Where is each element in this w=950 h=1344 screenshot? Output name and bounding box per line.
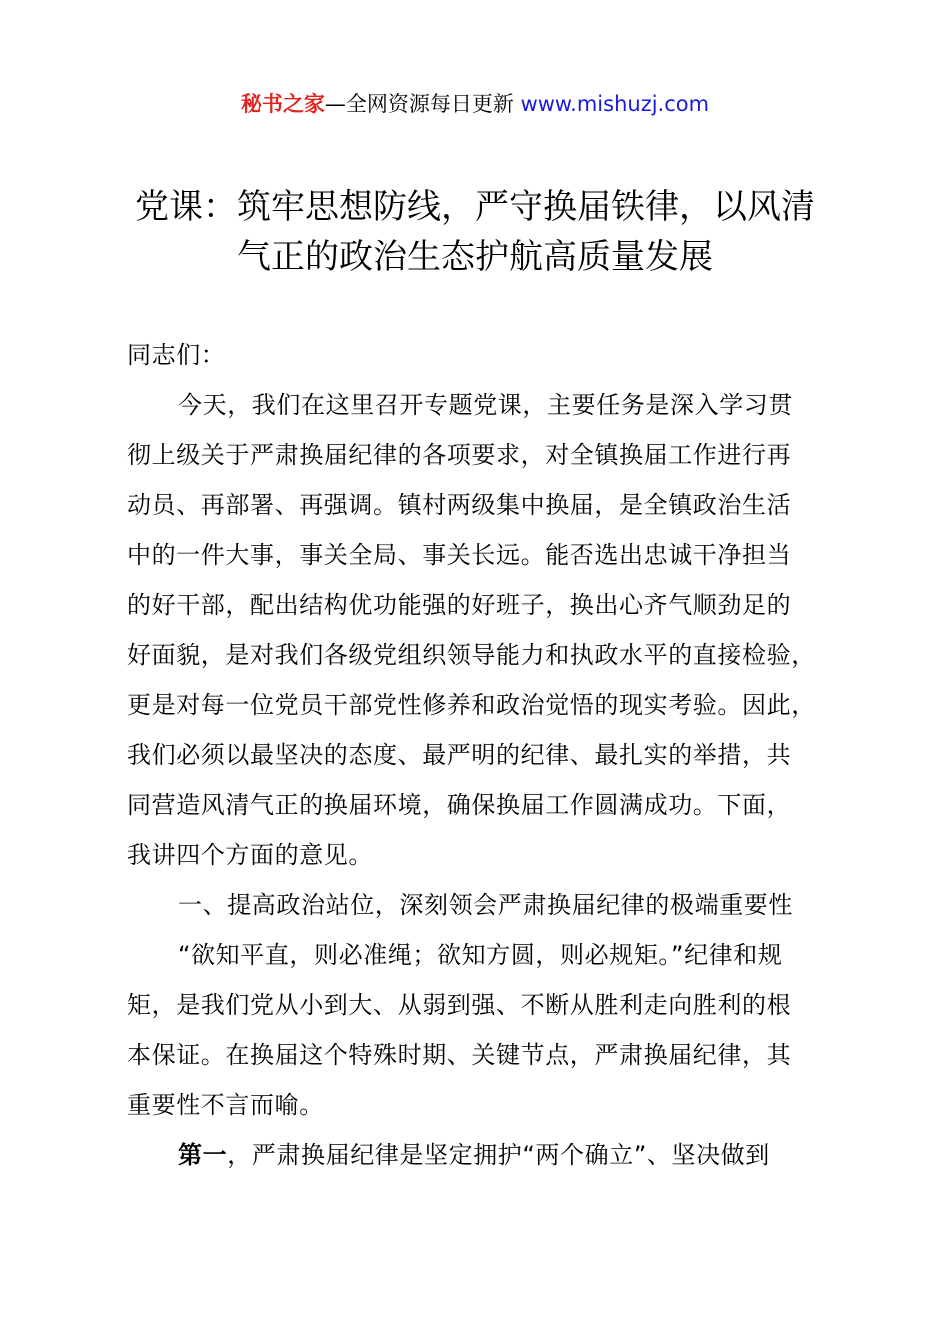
document-title — [0, 182, 950, 282]
paragraph-first-point — [127, 1130, 837, 1180]
text-line: ，严肃换届纪律是坚定拥护“两个确立”、坚决做到 — [227, 1141, 770, 1169]
header-tagline: —全网资源每日更新 — [324, 92, 521, 116]
text-line: “欲知平直，则必准绳；欲知方圆，则必规矩。”纪律和规 — [178, 941, 783, 969]
document-body — [127, 330, 837, 1180]
text-line: 本保证。在换届这个特殊时期、关键节点，严肃换届纪律，其 — [127, 1041, 792, 1069]
bold-lead: 第一 — [178, 1141, 228, 1169]
salutation: 同志们： — [127, 341, 226, 369]
text-line: 重要性不言而喻。 — [127, 1091, 324, 1119]
title-line: 党课：筑牢思想防线，严守换届铁律，以风清 — [135, 187, 815, 227]
site-url-link[interactable]: www.mishuzj.com — [520, 92, 710, 116]
text-line: 我们必须以最坚决的态度、最严明的纪律、最扎实的举措，共 — [127, 741, 792, 769]
text-line: 中的一件大事，事关全局、事关长远。能否选出忠诚干净担当 — [127, 541, 792, 569]
text-line: 今天，我们在这里召开专题党课，主要任务是深入学习贯 — [178, 391, 793, 419]
text-line: 矩，是我们党从小到大、从弱到强、不断从胜利走向胜利的根 — [127, 991, 792, 1019]
paragraph-quote — [127, 930, 837, 1130]
title-line: 气正的政治生态护航高质量发展 — [237, 237, 713, 277]
site-header — [0, 89, 950, 119]
paragraph-intro — [127, 380, 837, 880]
text-line: 我讲四个方面的意见。 — [127, 841, 373, 869]
text-line: 更是对每一位党员干部党性修养和政治觉悟的现实考验。因此， — [127, 691, 816, 719]
text-line: 的好干部，配出结构优功能强的好班子，换出心齐气顺劲足的 — [127, 591, 792, 619]
text-line: 彻上级关于严肃换届纪律的各项要求，对全镇换届工作进行再 — [127, 441, 792, 469]
text-line: 好面貌，是对我们各级党组织领导能力和执政水平的直接检验， — [127, 641, 816, 669]
text-line: 同营造风清气正的换届环境，确保换届工作圆满成功。下面， — [127, 791, 792, 819]
brand-name: 秘书之家 — [240, 92, 325, 116]
text-line: 动员、再部署、再强调。镇村两级集中换届，是全镇政治生活 — [127, 491, 792, 519]
section-heading: 一、提高政治站位，深刻领会严肃换届纪律的极端重要性 — [178, 891, 793, 919]
